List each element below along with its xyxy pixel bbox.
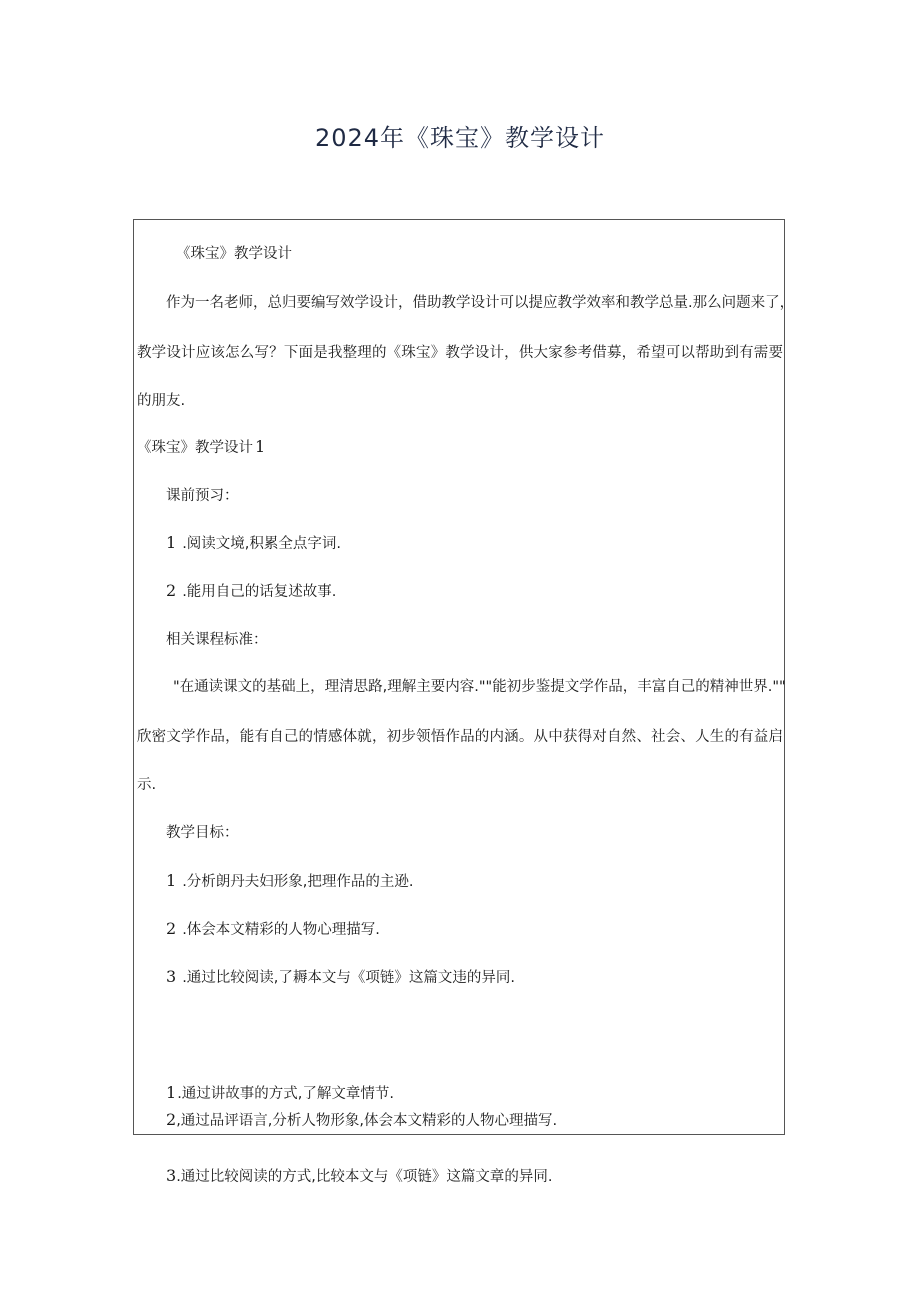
list-item bbox=[166, 1083, 394, 1104]
intro-paragraph-line-3: 的朋友. bbox=[137, 393, 186, 409]
list-item bbox=[166, 1166, 553, 1187]
document-subtitle: 《珠宝》教学设计 bbox=[176, 246, 292, 262]
list-item-text: .通过比较阅读的方式,比较本文与《项链》这篇文章的异同. bbox=[176, 1169, 553, 1185]
list-item-number: 1 bbox=[166, 533, 177, 552]
list-item-text: .能用自己的话复述故事. bbox=[182, 584, 337, 600]
list-item-number: 1 bbox=[166, 871, 177, 890]
list-item-text: .阅读文境,积累全点字词. bbox=[182, 536, 342, 552]
list-item-number: 3 bbox=[166, 967, 177, 986]
list-item-number: 2 bbox=[166, 1110, 177, 1129]
standards-line-2: 欣密文学作品，能有自己的情感体就，初步领悟作品的内涵。从中获得对自然、社会、人生的有益启 bbox=[137, 729, 783, 745]
list-item-text: .体会本文精彩的人物心理描写. bbox=[182, 922, 380, 938]
list-item bbox=[166, 919, 380, 940]
list-item bbox=[166, 1110, 557, 1131]
list-item bbox=[166, 871, 414, 892]
list-item bbox=[166, 967, 515, 988]
list-item-number: 2 bbox=[166, 919, 177, 938]
section-heading-text: 《珠宝》教学设计 bbox=[137, 440, 253, 456]
section-heading-number: 1 bbox=[255, 437, 266, 456]
list-item-text: ,通过品评语言,分析人物形象,体会本文精彩的人物心理描写. bbox=[176, 1113, 558, 1129]
standards-line-1: "在通读课文的基础上，理清思路,理解主要内容.""能初步鉴提文学作品，丰富自己的精神世界."" bbox=[173, 679, 786, 695]
list-item-number: 3 bbox=[166, 1166, 177, 1185]
list-item-number: 2 bbox=[166, 581, 177, 600]
list-item bbox=[166, 581, 336, 602]
list-item-text: .通过比较阅读,了耨本文与《项链》这篇文违的异同. bbox=[182, 970, 516, 986]
list-item-text: .通过讲故事的方式,了解文章情节. bbox=[177, 1086, 395, 1102]
list-item-number: 1 bbox=[166, 1083, 177, 1102]
list-item bbox=[166, 533, 341, 554]
standards-heading: 相关课程标准： bbox=[166, 632, 268, 648]
list-item-text: .分析朗丹夫妇形象,把理作品的主逊. bbox=[182, 874, 414, 890]
goals-heading: 教学目标： bbox=[166, 825, 239, 841]
intro-paragraph-line-2: 教学设计应该怎么写？下面是我整理的《珠宝》教学设计，供大家参考借募，希望可以帮助到有需要 bbox=[137, 345, 783, 361]
section-heading bbox=[137, 437, 265, 458]
intro-paragraph-line-1: 作为一名老师，总归要编写效学设计，借助教学设计可以提应教学效率和教学总量.那么问题来了， bbox=[166, 295, 795, 311]
page-title: 2024年《珠宝》教学设计 bbox=[314, 124, 606, 152]
preview-heading: 课前预习： bbox=[166, 488, 239, 504]
standards-line-3: 示. bbox=[137, 777, 157, 793]
